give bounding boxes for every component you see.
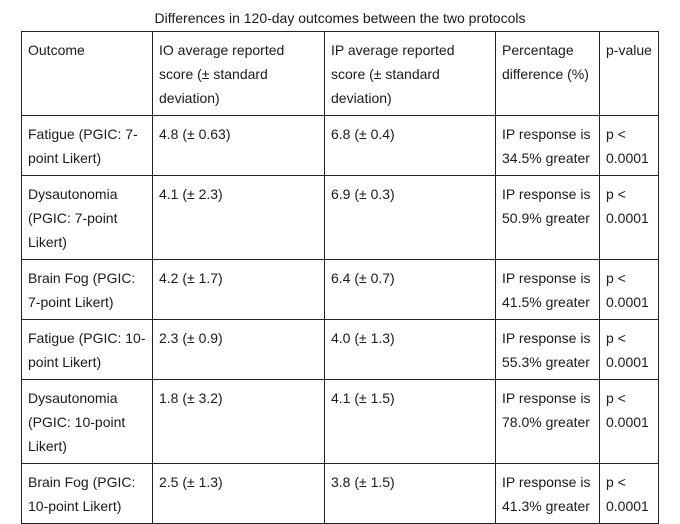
ip-score-cell: 6.4 (± 0.7) — [325, 260, 496, 320]
table-row — [22, 320, 659, 380]
outcome-cell: Fatigue (PGIC: 7-point Likert) — [22, 116, 153, 176]
table-row — [22, 380, 659, 464]
outcome-cell: Brain Fog (PGIC: 7-point Likert) — [22, 260, 153, 320]
ip-score-cell: 6.9 (± 0.3) — [325, 176, 496, 260]
io-score-cell: 2.3 (± 0.9) — [153, 320, 325, 380]
outcome-cell: Dysautonomia (PGIC: 10-point Likert) — [22, 380, 153, 464]
p-value-cell: p < 0.0001 — [600, 380, 659, 464]
ip-score-cell: 4.0 (± 1.3) — [325, 320, 496, 380]
difference-cell: IP response is 34.5% greater — [496, 116, 600, 176]
header-io-score: IO average reported score (± standard deviation) — [153, 32, 325, 116]
io-score-cell: 1.8 (± 3.2) — [153, 380, 325, 464]
table-row — [22, 116, 659, 176]
outcome-cell: Dysautonomia (PGIC: 7-point Likert) — [22, 176, 153, 260]
difference-cell: IP response is 55.3% greater — [496, 320, 600, 380]
difference-cell: IP response is 41.5% greater — [496, 260, 600, 320]
io-score-cell: 4.8 (± 0.63) — [153, 116, 325, 176]
ip-score-cell: 3.8 (± 1.5) — [325, 464, 496, 524]
difference-cell: IP response is 41.3% greater — [496, 464, 600, 524]
header-ip-score: IP average reported score (± standard deviation) — [325, 32, 496, 116]
p-value-cell: p < 0.0001 — [600, 320, 659, 380]
ip-score-cell: 6.8 (± 0.4) — [325, 116, 496, 176]
outcome-cell: Fatigue (PGIC: 10-point Likert) — [22, 320, 153, 380]
p-value-cell: p < 0.0001 — [600, 260, 659, 320]
io-score-cell: 4.1 (± 2.3) — [153, 176, 325, 260]
header-p-value: p-value — [600, 32, 659, 116]
outcomes-table — [21, 31, 659, 524]
io-score-cell: 2.5 (± 1.3) — [153, 464, 325, 524]
table-header-row — [22, 32, 659, 116]
table-row — [22, 464, 659, 524]
header-outcome: Outcome — [22, 32, 153, 116]
outcome-cell: Brain Fog (PGIC: 10-point Likert) — [22, 464, 153, 524]
difference-cell: IP response is 50.9% greater — [496, 176, 600, 260]
difference-cell: IP response is 78.0% greater — [496, 380, 600, 464]
header-percentage-difference: Percentage difference (%) — [496, 32, 600, 116]
ip-score-cell: 4.1 (± 1.5) — [325, 380, 496, 464]
p-value-cell: p < 0.0001 — [600, 176, 659, 260]
p-value-cell: p < 0.0001 — [600, 116, 659, 176]
table-row — [22, 260, 659, 320]
p-value-cell: p < 0.0001 — [600, 464, 659, 524]
table-row — [22, 176, 659, 260]
io-score-cell: 4.2 (± 1.7) — [153, 260, 325, 320]
table-caption: Differences in 120-day outcomes between the two protocols — [154, 10, 526, 26]
